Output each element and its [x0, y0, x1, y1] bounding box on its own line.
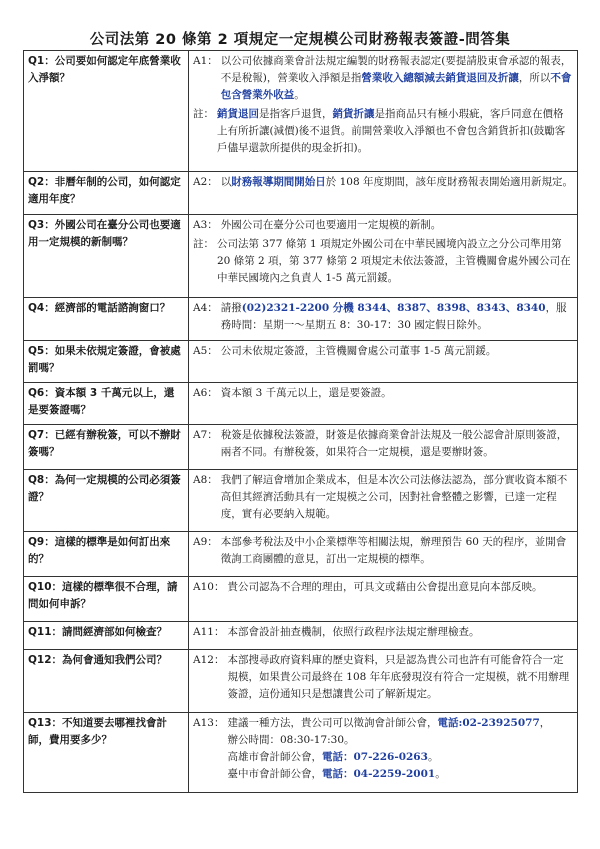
office-hours: 辦公時間：08:30-17:30。	[227, 734, 355, 746]
answer-13	[189, 713, 578, 793]
answer-5	[189, 341, 578, 383]
answer-text-7: 稅簽是依據稅法簽證，財簽是依據商業會計法規及一般公認會計原則簽證，兩者不同。有辦稅簽，如果符合一定規模，還是要辦財簽。	[220, 429, 568, 458]
answer-text-10: 貴公司認為不合理的理由，可具文或藉由公會提出意見向本部反映。	[227, 581, 543, 593]
answer-label-2: A2：	[193, 176, 218, 188]
phone-extensions: (02)2321-2200 分機 8344、8387、8398、8343、8340	[241, 302, 546, 314]
answer-label-4: A4：	[193, 302, 218, 314]
note-1	[193, 106, 573, 157]
qa-row-1	[24, 51, 578, 172]
answer-emphasis-1b: 不會包含營業外收益	[220, 72, 572, 101]
answer-text-6: 資本額 3 千萬元以上，還是要簽證。	[220, 387, 392, 399]
note-text-1: 銷貨退回是指客戶退貨，銷貨折讓是指商品只有極小瑕疵，客戶同意在價格上有所折讓(減價)後不退貨。前開營業收入淨額也不會包含銷貨折扣(鼓勵客戶儘早還款所提供的現金折扣)。	[217, 108, 566, 154]
answer-12	[189, 650, 578, 713]
answer-text-1: 以公司依據商業會計法規定編製的財務報表認定(要提請股東會承認的報表，不是稅報)，營業收入淨額是指營業收入總額減去銷貨退回及折讓，所以不會包含營業外收益。	[220, 55, 572, 101]
answer-10	[189, 577, 578, 622]
answer-text-13: 建議一種方法，貴公司可以徵詢會計師公會，電話:02-23925077， 辦公時間：08:30-17:30。 高雄市會計師公會，電話：07-226-0263。 臺中市會計師公會，電話：04-2259-2001。	[227, 715, 573, 783]
qa-row-11	[24, 622, 578, 650]
question-5: Q5：如果未依規定簽證，會被處罰嗎？	[24, 341, 189, 383]
answer-label-8: A8：	[193, 474, 218, 486]
question-11: Q11：請問經濟部如何檢查？	[24, 622, 189, 650]
answer-label-3: A3：	[193, 219, 218, 231]
answer-text-4: 請撥(02)2321-2200 分機 8344、8387、8398、8343、8340，服務時間：星期一～星期五 8：30-17：30 國定假日除外。	[220, 302, 567, 331]
answer-11	[189, 622, 578, 650]
question-8: Q8：為何一定規模的公司必須簽證？	[24, 470, 189, 532]
note-label-1: 註：	[193, 108, 214, 120]
answer-1	[189, 51, 578, 172]
answer-label-7: A7：	[193, 429, 218, 441]
question-1: Q1：公司要如何認定年底營業收入淨額？	[24, 51, 189, 172]
qa-row-8	[24, 470, 578, 532]
answer-text-3: 外國公司在臺分公司也要適用一定規模的新制。	[220, 219, 442, 231]
taichung-phone: 電話：04-2259-2001	[321, 768, 436, 780]
qa-row-7	[24, 425, 578, 470]
answer-label-12: A12：	[193, 654, 225, 666]
note-text-3: 公司法第 377 條第 1 項規定外國公司在中華民國境內設立之分公司準用第 20 條第 2 項，第 377 條第 2 項規定未依法簽證，主管機關會處外國公司在中華民國境內之負責人 1-5 萬元罰鍰。	[217, 238, 571, 284]
answer-text-12: 本部搜尋政府資料庫的歷史資料，只是認為貴公司也許有可能會符合一定規模，如果貴公司最終在 108 年年底發現沒有符合一定規模，就不用辦理簽證，這份通知只是想讓貴公司了解新規定。	[227, 654, 570, 700]
answer-text-9: 本部參考稅法及中小企業標準等相關法規，辦理預告 60 天的程序，並開會徵詢工商團體的意見，訂出一定規模的標準。	[220, 536, 567, 565]
answer-label-6: A6：	[193, 387, 218, 399]
note-label-3: 註：	[193, 238, 214, 250]
answer-9	[189, 532, 578, 577]
answer-label-10: A10：	[193, 581, 225, 593]
answer-6	[189, 383, 578, 425]
qa-row-9	[24, 532, 578, 577]
qa-row-10	[24, 577, 578, 622]
answer-label-11: A11：	[193, 626, 225, 638]
answer-text-5: 公司未依規定簽證，主管機關會處公司董事 1-5 萬元罰鍰。	[220, 345, 497, 357]
qa-row-4	[24, 298, 578, 341]
answer-2	[189, 172, 578, 215]
question-2: Q2：非曆年制的公司，如何認定適用年度？	[24, 172, 189, 215]
qa-row-12	[24, 650, 578, 713]
answer-text-11: 本部會設計抽查機制，依照行政程序法規定辦理檢查。	[227, 626, 480, 638]
question-6: Q6：資本額 3 千萬元以上，還是要簽證嗎？	[24, 383, 189, 425]
note-3	[193, 236, 573, 287]
answer-8	[189, 470, 578, 532]
answer-label-13: A13：	[193, 717, 225, 729]
question-3: Q3：外國公司在臺分公司也要適用一定規模的新制嗎？	[24, 215, 189, 298]
qa-table	[23, 50, 578, 793]
question-9: Q9：這樣的標準是如何訂出來的？	[24, 532, 189, 577]
answer-text-2: 以財務報導期間開始日於 108 年度期間，該年度財務報表開始適用新規定。	[220, 176, 573, 188]
question-13: Q13：不知道要去哪裡找會計師，費用要多少？	[24, 713, 189, 793]
answer-label-9: A9：	[193, 536, 218, 548]
answer-label-1: A1：	[193, 55, 218, 67]
question-4: Q4：經濟部的電話諮詢窗口？	[24, 298, 189, 341]
kaohsiung-phone: 電話：07-226-0263	[321, 751, 428, 763]
answer-text-8: 我們了解這會增加企業成本，但是本次公司法修法認為，部分實收資本額不高但其經濟活動具有一定規模之公司，因對社會整體之影響，已達一定程度，實有必要納入規範。	[220, 474, 568, 520]
answer-3	[189, 215, 578, 298]
qa-row-2	[24, 172, 578, 215]
answer-4	[189, 298, 578, 341]
document-title: 公司法第 20 條第 2 項規定一定規模公司財務報表簽證-問答集	[89, 32, 511, 48]
question-12: Q12：為何會通知我們公司？	[24, 650, 189, 713]
answer-7	[189, 425, 578, 470]
qa-row-5	[24, 341, 578, 383]
answer-label-5: A5：	[193, 345, 218, 357]
qa-row-3	[24, 215, 578, 298]
answer-emphasis-1a: 營業收入總額減去銷貨退回及折讓	[361, 72, 519, 84]
qa-row-13	[24, 713, 578, 793]
question-10: Q10：這樣的標準很不合理，請問如何申訴？	[24, 577, 189, 622]
qa-row-6	[24, 383, 578, 425]
cpa-association-phone: 電話:02-23925077	[437, 717, 540, 729]
question-7: Q7：已經有辦稅簽，可以不辦財簽嗎？	[24, 425, 189, 470]
